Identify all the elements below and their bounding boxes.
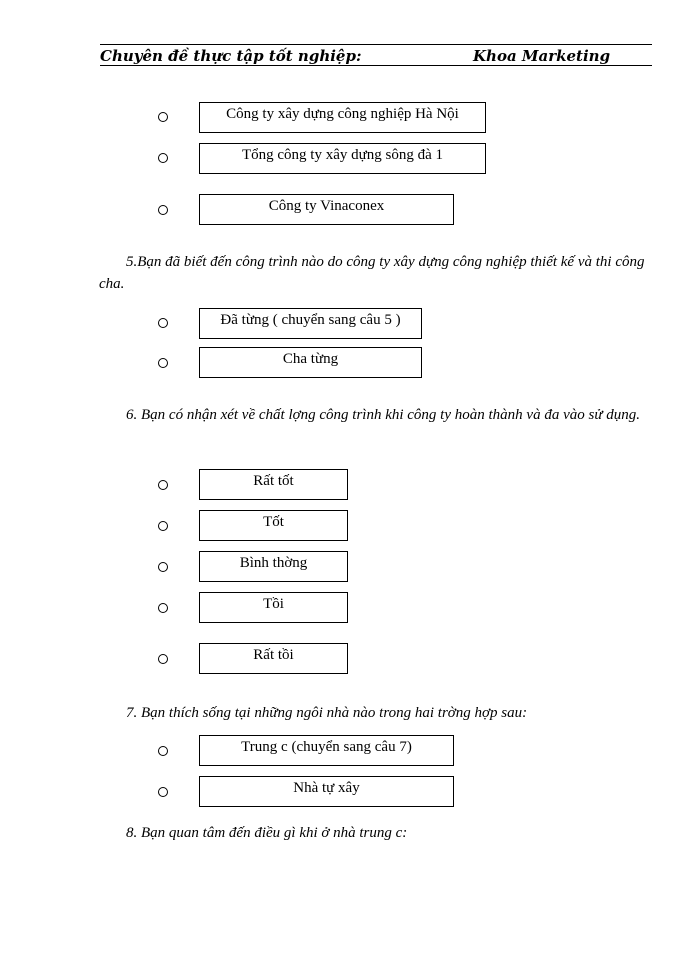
radio-q5-no[interactable] — [158, 358, 168, 368]
radio-company-hanoi[interactable] — [158, 112, 168, 122]
option-q6-bad: Tồi — [199, 592, 348, 623]
option-q5-no: Cha từng — [199, 347, 422, 378]
radio-q6-normal[interactable] — [158, 562, 168, 572]
option-q6-normal: Bình thờng — [199, 551, 348, 582]
radio-q7-apartment[interactable] — [158, 746, 168, 756]
radio-q6-very-bad[interactable] — [158, 654, 168, 664]
radio-vinaconex[interactable] — [158, 205, 168, 215]
radio-q6-bad[interactable] — [158, 603, 168, 613]
question-6-text: 6. Bạn có nhận xét về chất lợng công trình khi công ty hoàn thành và đa vào sử dụng. — [126, 407, 641, 423]
option-q7-apartment: Trung c (chuyển sang câu 7) — [199, 735, 454, 766]
question-8-text: 8. Bạn quan tâm đến điều gì khi ở nhà trung c: — [126, 825, 408, 841]
option-q6-very-bad: Rất tồi — [199, 643, 348, 674]
option-songda: Tổng công ty xây dựng sông đà 1 — [199, 143, 486, 174]
page-header — [100, 44, 652, 68]
question-7-text: 7. Bạn thích sống tại những ngôi nhà nào trong hai trờng hợp sau: — [126, 705, 528, 721]
header-bottom-rule — [100, 65, 652, 66]
radio-q6-good[interactable] — [158, 521, 168, 531]
header-thesis-title: Chuyên đề thực tập tốt nghiệp: — [100, 47, 362, 65]
option-company-hanoi: Công ty xây dựng công nghiệp Hà Nội — [199, 102, 486, 133]
option-q6-very-good: Rất tốt — [199, 469, 348, 500]
radio-q5-yes[interactable] — [158, 318, 168, 328]
header-faculty: Khoa Marketing — [473, 47, 611, 65]
option-vinaconex: Công ty Vinaconex — [199, 194, 454, 225]
option-q6-good: Tốt — [199, 510, 348, 541]
radio-q6-very-good[interactable] — [158, 480, 168, 490]
radio-q7-selfbuilt[interactable] — [158, 787, 168, 797]
option-q5-yes: Đã từng ( chuyển sang câu 5 ) — [199, 308, 422, 339]
question-5-text: 5.Bạn đã biết đến công trình nào do công ty xây dựng công nghiệp thiết kế và thi công cha. — [99, 254, 645, 292]
radio-songda[interactable] — [158, 153, 168, 163]
option-q7-selfbuilt: Nhà tự xây — [199, 776, 454, 807]
header-top-rule — [100, 44, 652, 45]
